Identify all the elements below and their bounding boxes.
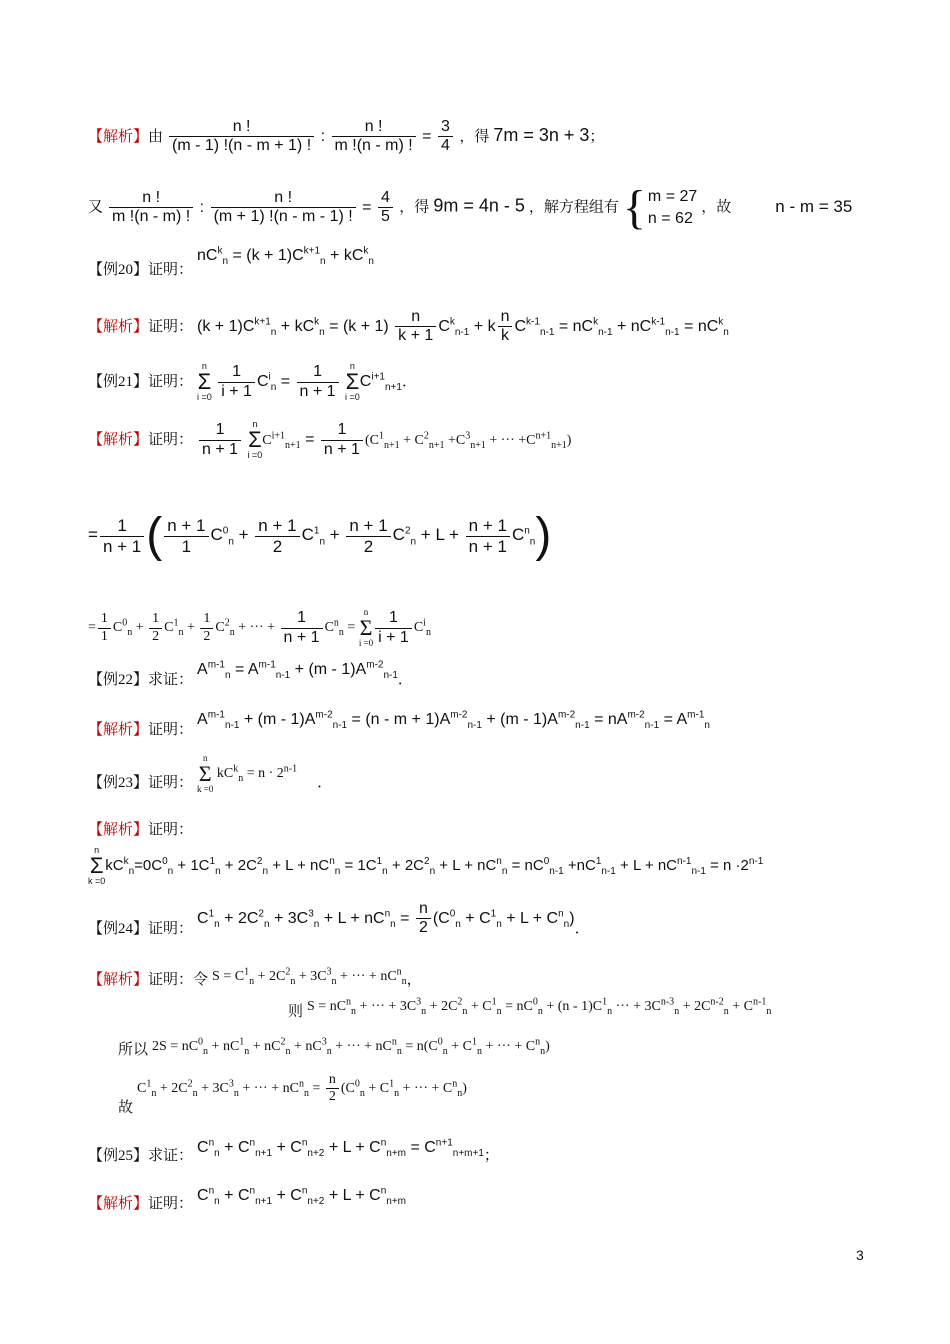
ratio-expression: $\frac{n !}{(m - 1) !(n - m + 1) !}$ : $\frac{n !}{m !(n - m) !}$ = $\frac{3}{4}$ (167, 128, 459, 145)
ratio-expression-2: $\frac{n !}{m !(n - m) !}$ : $\frac{n !}{(m + 1) !(n - m - 1) !}$ = $\frac{4}{5}$ (107, 199, 399, 216)
prove-label: 求证： (148, 672, 194, 688)
prove-label: 证明： (148, 374, 194, 391)
example-25: 【例25】求证： $C^n_n + C^n_{n+1} + C^n_{n+2} + L + C^n_{n+m} = C^{n+1}_{n+m+1}$； (88, 1137, 499, 1164)
solution-label: 【解析】 (88, 1196, 149, 1212)
example-23-statement: n Σ k =0 $kC^k_n = n \cdot 2^{n-1}$ (197, 753, 298, 794)
solution-22-proof: $A^{m-1}_{n-1} + (m - 1)A^{m-2}_{n-1} = (n - m + 1)A^{m-2}_{n-1} + (m - 1)A^{m-2}_{n-1} = nA^{m-2}_{n-1} = A^{m-1}_n$ (197, 709, 710, 732)
prove-label: 证明： (148, 972, 194, 988)
equation-result: 7m = 3n + 3 (493, 125, 590, 146)
solution-21-step2: = $\frac{1}{n + 1}$ ( $\frac{n + 1}{1}$ $C^0_n$ + $\frac{n + 1}{2}$ $C^1_n$ + $\frac{n + 1}{2}$ $C^2_n + L$ + $\frac{n + 1}{n + 1}$ $C^n_n$) (88, 509, 552, 562)
solution-21 (88, 420, 571, 460)
solution-20 (88, 308, 729, 346)
solution-24-line4: 故 $C^1_n + 2C^2_n + 3C^3_n$ + ··· + $nC^n_n$ = $\frac{n}{2}$ ($C^0_n + C^1_n$ + ··· + $C^n_n$) (118, 1072, 467, 1116)
example-25-statement: $C^n_n + C^n_{n+1} + C^n_{n+2} + L + C^n_{n+m} = C^{n+1}_{n+m+1}$ (197, 1137, 484, 1160)
example-24-statement: $C^1_n + 2C^2_n + 3C^3_n + L + nC^n_n$ = $\frac{n}{2}$ $(C^0_n + C^1_n + L + C^n_n)$ (197, 900, 575, 937)
solution-21-step1: $\frac{1}{n + 1}$ n Σ i =0 $C^{i+1}_{n+1}$ = $\frac{1}{n + 1}$ ($C^1_{n+1} + C^2_{n+1} +C^3_{n+1}$ + ··· $+C^{n+1}_{n+1}$) (197, 431, 571, 448)
fraction: $\frac{n !}{m !(n - m) !}$ (109, 189, 193, 227)
then-label: 则 (288, 1004, 304, 1020)
example-label: 【例22】 (88, 672, 149, 688)
solution-23-label (88, 818, 193, 839)
fraction: $\frac{4}{5}$ (378, 189, 393, 227)
fraction: $\frac{n !}{m !(n - m) !}$ (332, 118, 416, 156)
fraction: $\frac{n !}{(m + 1) !(n - m - 1) !}$ (211, 189, 356, 227)
solution-label: 【解析】 (88, 822, 149, 838)
prove-label: 求证： (148, 1148, 194, 1164)
example-label: 【例24】 (88, 921, 149, 938)
solution-20-proof: $(k + 1)C^{k+1}_n + kC^k_n = (k + 1)$ $\frac{n}{k + 1}$ $C^k_{n-1} + k$ $\frac{n}{k}$ $C^{k-1}_{n-1} = nC^k_{n-1} + nC^{k-1}_{n-1} = nC^k_n$ (197, 308, 729, 345)
example-21: 【例21】证明： n Σ i =0 $\frac{1}{i + 1}$ $C^i_n$ = $\frac{1}{n + 1}$ n Σ i =0 $C^{i+1}_{n+1}$． (88, 361, 417, 402)
final-answer: n - m = 35 (775, 196, 853, 216)
let-label: 令 (193, 972, 209, 988)
example-20-statement: $nC^k_n = (k + 1)C^{k+1}_n + kC^k_n$ (197, 245, 374, 268)
therefore-label: 故 (118, 1099, 134, 1116)
solution-19-line2 (88, 181, 853, 234)
fraction: $\frac{n !}{(m - 1) !(n - m + 1) !}$ (169, 118, 314, 156)
system-brace: { (622, 181, 646, 234)
solution-label: 【解析】 (88, 722, 149, 738)
text-solve: ，解方程组有 (528, 199, 619, 216)
solution-label: 【解析】 (88, 129, 149, 146)
solution-19-line1: 【解析】由 $\frac{n !}{(m - 1) !(n - m + 1) !}$ : $\frac{n !}{m !(n - m) !}$ = $\frac{3}{4}$ ，得 7m = 3n + 3； (88, 118, 605, 155)
text-gu: ，故 (701, 199, 732, 216)
solution-24-line2: 则 $S = nC^n_n$ + ··· + $3C^3_n + 2C^2_n + C^1_n = nC^0_n + (n - 1)C^1_n$ ··· + $3C^{n-3}_n + 2C^{n-2}_n + C^{n-1}_n$ (288, 996, 772, 1020)
fraction: $\frac{3}{4}$ (438, 118, 453, 156)
prove-label: 证明： (148, 822, 194, 838)
example-21-statement: n Σ i =0 $\frac{1}{i + 1}$ $C^i_n$ = $\frac{1}{n + 1}$ n Σ i =0 $C^{i+1}_{n+1}$ (197, 361, 402, 402)
solution-label: 【解析】 (88, 319, 149, 336)
example-20 (88, 245, 374, 279)
example-label: 【例23】 (88, 775, 149, 792)
example-23: 【例23】证明： n Σ k =0 $kC^k_n = n \cdot 2^{n-1}$． (88, 753, 333, 794)
solution-21-step3: = $\frac{1}{1}$ $C^0_n$ + $\frac{1}{2}$ $C^1_n$ + $\frac{1}{2}$ $C^2_n$ + ··· + $\frac{1}{n + 1}$ $C^n_n$ = n Σ i =0 $\frac{1}{i + 1}$ $C^i_n$ (88, 607, 431, 648)
prove-label: 证明： (148, 1196, 194, 1212)
solution-25 (88, 1185, 406, 1213)
solution-25-proof: $C^n_n + C^n_{n+1} + C^n_{n+2} + L + C^n_{n+m}$ (197, 1185, 406, 1208)
solution-label: 【解析】 (88, 432, 149, 449)
page-number: 3 (856, 1247, 864, 1263)
solution-label: 【解析】 (88, 972, 149, 988)
prove-label: 证明： (148, 722, 194, 738)
solution-24-line1: 【解析】证明：令 $S = C^1_n + 2C^2_n + 3C^3_n$ + ··· + $nC^n_n$， (88, 966, 422, 988)
prove-label: 证明： (148, 921, 194, 938)
example-label: 【例21】 (88, 374, 149, 391)
example-label: 【例25】 (88, 1148, 149, 1164)
prove-label: 证明： (148, 262, 194, 278)
example-24: 【例24】证明： $C^1_n + 2C^2_n + 3C^3_n + L + nC^n_n$ = $\frac{n}{2}$ $(C^0_n + C^1_n + L + C^n_n)$． (88, 900, 590, 938)
text-you2: 又 (88, 199, 104, 216)
prove-label: 证明： (148, 432, 194, 449)
example-22: 【例22】求证： $A^{m-1}_n = A^{m-1}_{n-1} + (m - 1)A^{m-2}_{n-1}$． (88, 659, 413, 688)
example-22-statement: $A^{m-1}_n = A^{m-1}_{n-1} + (m - 1)A^{m-2}_{n-1}$ (197, 659, 398, 682)
solution-23-proof: n Σ k =0 $kC^k_n=0C^0_n + 1C^1_n + 2C^2_n + L + nC^n_n = 1C^1_n + 2C^2_n + L + nC^n_n = nC^0_{n-1} +nC^1_{n-1} + L + nC^{n-1}_{n-1} = n \cdot 2^{n-1}$ (88, 845, 764, 886)
equation-result-2: 9m = 4n - 5 (433, 195, 525, 216)
text-de: ，得 (459, 129, 490, 146)
so-label: 所以 (118, 1042, 149, 1058)
prove-label: 证明： (148, 319, 194, 336)
equation-system: m = 27 n = 62 (647, 187, 698, 227)
prove-label: 证明： (148, 775, 194, 792)
solution-24-line3: 所以 $2S = nC^0_n + nC^1_n + nC^2_n + nC^3_n$ + ··· + $nC^n_n = n(C^0_n + C^1_n$ + ··· + $C^n_n$) (118, 1036, 550, 1058)
example-label: 【例20】 (88, 262, 149, 278)
solution-22 (88, 709, 710, 739)
text-you: 由 (148, 129, 164, 146)
text-de-2: ，得 (399, 199, 430, 216)
